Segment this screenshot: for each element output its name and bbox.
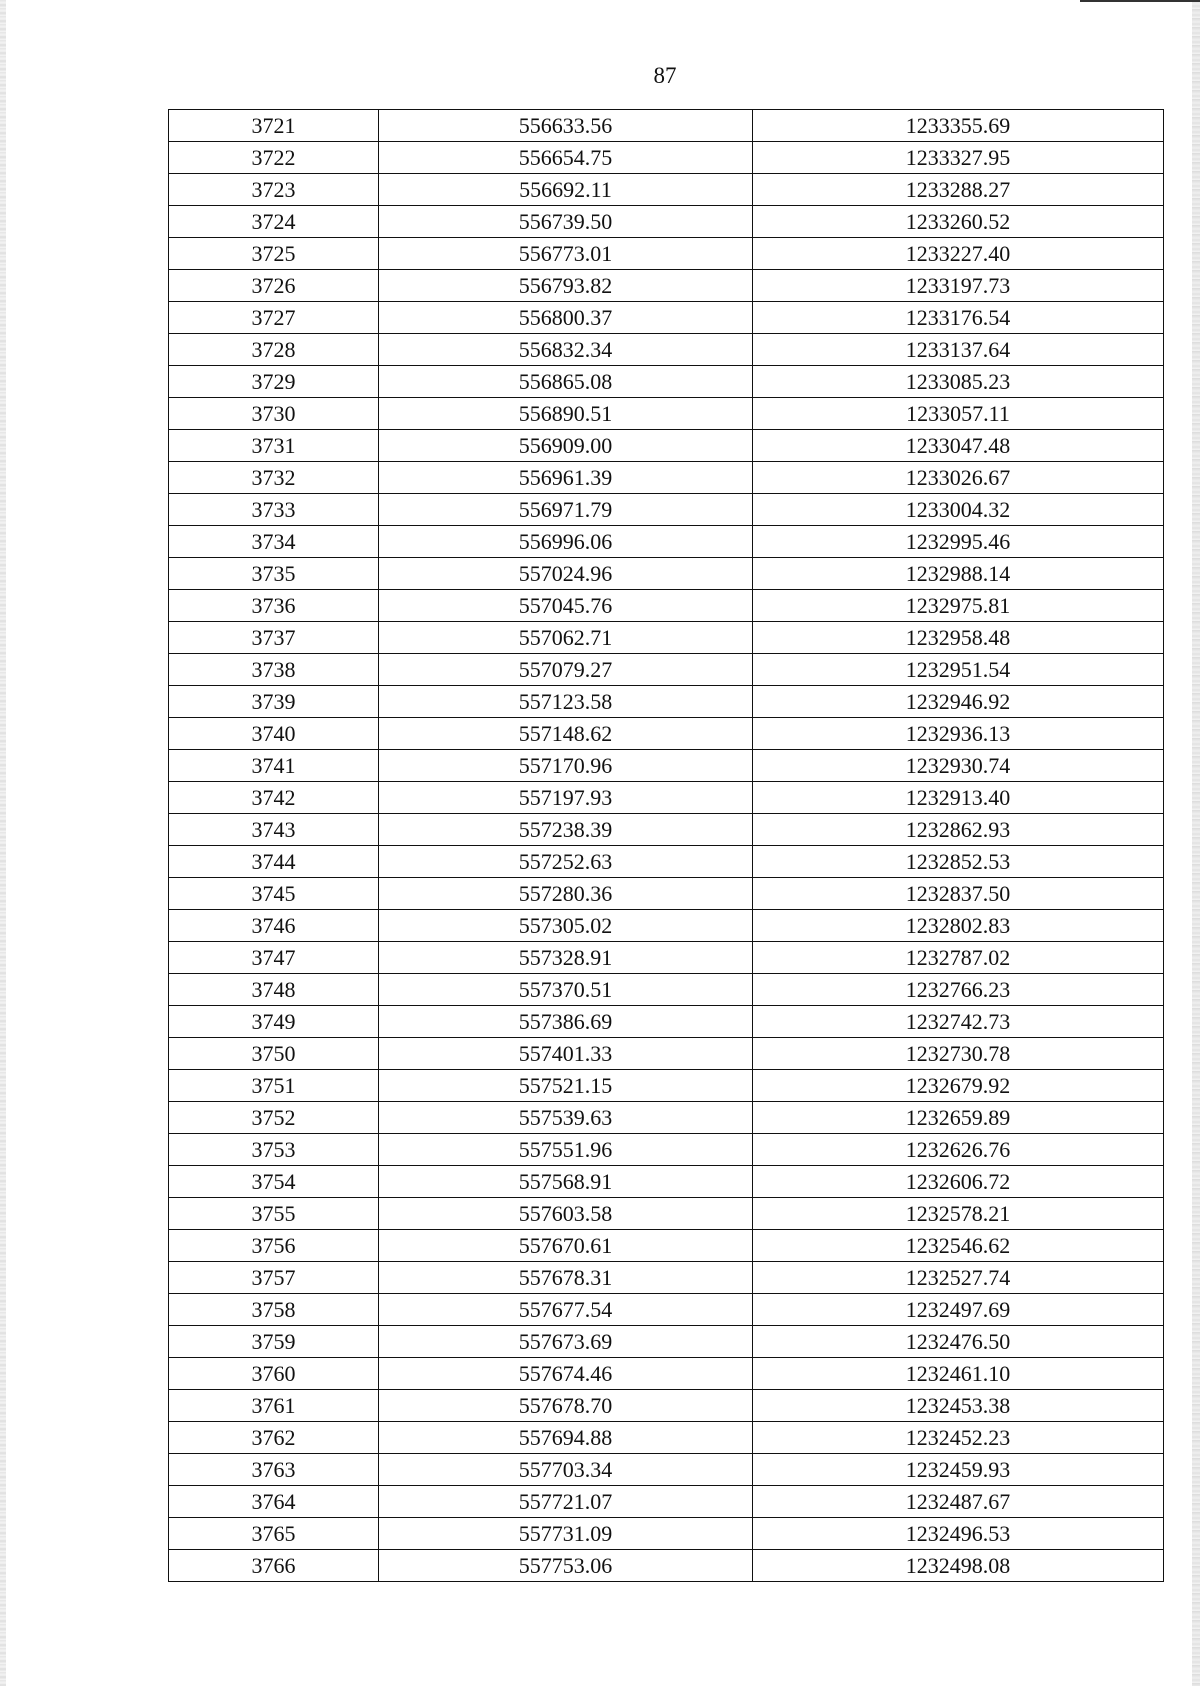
point-number-cell: 3747 <box>169 942 379 974</box>
point-number-cell: 3728 <box>169 334 379 366</box>
table-row <box>169 1038 1164 1070</box>
x-coordinate-cell: 557753.06 <box>379 1550 753 1582</box>
x-coordinate-cell: 556793.82 <box>379 270 753 302</box>
table-row <box>169 1262 1164 1294</box>
y-coordinate-cell: 1233288.27 <box>753 174 1164 206</box>
table-row <box>169 782 1164 814</box>
x-coordinate-cell: 556654.75 <box>379 142 753 174</box>
table-row <box>169 686 1164 718</box>
x-coordinate-cell: 557401.33 <box>379 1038 753 1070</box>
y-coordinate-cell: 1233004.32 <box>753 494 1164 526</box>
y-coordinate-cell: 1233260.52 <box>753 206 1164 238</box>
point-number-cell: 3746 <box>169 910 379 942</box>
table-row <box>169 814 1164 846</box>
y-coordinate-cell: 1233137.64 <box>753 334 1164 366</box>
table-row <box>169 1006 1164 1038</box>
point-number-cell: 3751 <box>169 1070 379 1102</box>
point-number-cell: 3730 <box>169 398 379 430</box>
point-number-cell: 3724 <box>169 206 379 238</box>
point-number-cell: 3723 <box>169 174 379 206</box>
point-number-cell: 3739 <box>169 686 379 718</box>
y-coordinate-cell: 1233085.23 <box>753 366 1164 398</box>
table-row <box>169 142 1164 174</box>
table-row <box>169 718 1164 750</box>
y-coordinate-cell: 1232951.54 <box>753 654 1164 686</box>
table-row <box>169 110 1164 142</box>
point-number-cell: 3757 <box>169 1262 379 1294</box>
x-coordinate-cell: 557721.07 <box>379 1486 753 1518</box>
table-row <box>169 942 1164 974</box>
x-coordinate-cell: 556961.39 <box>379 462 753 494</box>
point-number-cell: 3762 <box>169 1422 379 1454</box>
y-coordinate-cell: 1232497.69 <box>753 1294 1164 1326</box>
y-coordinate-cell: 1233327.95 <box>753 142 1164 174</box>
table-row <box>169 462 1164 494</box>
y-coordinate-cell: 1232453.38 <box>753 1390 1164 1422</box>
table-row <box>169 750 1164 782</box>
x-coordinate-cell: 557678.31 <box>379 1262 753 1294</box>
x-coordinate-cell: 557252.63 <box>379 846 753 878</box>
point-number-cell: 3754 <box>169 1166 379 1198</box>
x-coordinate-cell: 557305.02 <box>379 910 753 942</box>
y-coordinate-cell: 1232995.46 <box>753 526 1164 558</box>
x-coordinate-cell: 556971.79 <box>379 494 753 526</box>
x-coordinate-cell: 556773.01 <box>379 238 753 270</box>
y-coordinate-cell: 1232852.53 <box>753 846 1164 878</box>
y-coordinate-cell: 1232679.92 <box>753 1070 1164 1102</box>
table-row <box>169 398 1164 430</box>
y-coordinate-cell: 1232946.92 <box>753 686 1164 718</box>
y-coordinate-cell: 1232936.13 <box>753 718 1164 750</box>
x-coordinate-cell: 557551.96 <box>379 1134 753 1166</box>
table-row <box>169 430 1164 462</box>
table-row <box>169 1294 1164 1326</box>
y-coordinate-cell: 1232498.08 <box>753 1550 1164 1582</box>
point-number-cell: 3765 <box>169 1518 379 1550</box>
x-coordinate-cell: 557280.36 <box>379 878 753 910</box>
table-row <box>169 910 1164 942</box>
table-row <box>169 846 1164 878</box>
y-coordinate-cell: 1232452.23 <box>753 1422 1164 1454</box>
y-coordinate-cell: 1232487.67 <box>753 1486 1164 1518</box>
y-coordinate-cell: 1233057.11 <box>753 398 1164 430</box>
x-coordinate-cell: 557062.71 <box>379 622 753 654</box>
scan-edge-right <box>1192 0 1200 1686</box>
y-coordinate-cell: 1232837.50 <box>753 878 1164 910</box>
point-number-cell: 3756 <box>169 1230 379 1262</box>
table-row <box>169 526 1164 558</box>
point-number-cell: 3737 <box>169 622 379 654</box>
y-coordinate-cell: 1232461.10 <box>753 1358 1164 1390</box>
page-number: 87 <box>653 63 677 88</box>
x-coordinate-cell: 557539.63 <box>379 1102 753 1134</box>
point-number-cell: 3755 <box>169 1198 379 1230</box>
x-coordinate-cell: 557079.27 <box>379 654 753 686</box>
x-coordinate-cell: 557370.51 <box>379 974 753 1006</box>
x-coordinate-cell: 557694.88 <box>379 1422 753 1454</box>
y-coordinate-cell: 1232578.21 <box>753 1198 1164 1230</box>
coordinate-table-body <box>169 110 1164 1582</box>
x-coordinate-cell: 556800.37 <box>379 302 753 334</box>
x-coordinate-cell: 557386.69 <box>379 1006 753 1038</box>
table-row <box>169 1070 1164 1102</box>
x-coordinate-cell: 556890.51 <box>379 398 753 430</box>
point-number-cell: 3752 <box>169 1102 379 1134</box>
y-coordinate-cell: 1232459.93 <box>753 1454 1164 1486</box>
x-coordinate-cell: 557674.46 <box>379 1358 753 1390</box>
y-coordinate-cell: 1232802.83 <box>753 910 1164 942</box>
table-row <box>169 1550 1164 1582</box>
coordinate-table <box>168 109 1164 1582</box>
y-coordinate-cell: 1232975.81 <box>753 590 1164 622</box>
y-coordinate-cell: 1233227.40 <box>753 238 1164 270</box>
y-coordinate-cell: 1233355.69 <box>753 110 1164 142</box>
y-coordinate-cell: 1232988.14 <box>753 558 1164 590</box>
y-coordinate-cell: 1232546.62 <box>753 1230 1164 1262</box>
scan-edge-left <box>0 0 6 1686</box>
point-number-cell: 3764 <box>169 1486 379 1518</box>
point-number-cell: 3753 <box>169 1134 379 1166</box>
x-coordinate-cell: 556996.06 <box>379 526 753 558</box>
y-coordinate-cell: 1232730.78 <box>753 1038 1164 1070</box>
table-row <box>169 206 1164 238</box>
x-coordinate-cell: 557568.91 <box>379 1166 753 1198</box>
point-number-cell: 3763 <box>169 1454 379 1486</box>
point-number-cell: 3745 <box>169 878 379 910</box>
x-coordinate-cell: 557328.91 <box>379 942 753 974</box>
table-row <box>169 1390 1164 1422</box>
y-coordinate-cell: 1233176.54 <box>753 302 1164 334</box>
y-coordinate-cell: 1232476.50 <box>753 1326 1164 1358</box>
y-coordinate-cell: 1232913.40 <box>753 782 1164 814</box>
table-row <box>169 1422 1164 1454</box>
x-coordinate-cell: 557148.62 <box>379 718 753 750</box>
point-number-cell: 3740 <box>169 718 379 750</box>
x-coordinate-cell: 557521.15 <box>379 1070 753 1102</box>
table-row <box>169 1102 1164 1134</box>
x-coordinate-cell: 557238.39 <box>379 814 753 846</box>
table-row <box>169 174 1164 206</box>
y-coordinate-cell: 1232930.74 <box>753 750 1164 782</box>
table-row <box>169 1326 1164 1358</box>
x-coordinate-cell: 556865.08 <box>379 366 753 398</box>
point-number-cell: 3742 <box>169 782 379 814</box>
scan-top-line <box>1080 0 1200 2</box>
table-row <box>169 558 1164 590</box>
table-row <box>169 494 1164 526</box>
table-row <box>169 334 1164 366</box>
table-row <box>169 1198 1164 1230</box>
y-coordinate-cell: 1232862.93 <box>753 814 1164 846</box>
x-coordinate-cell: 557197.93 <box>379 782 753 814</box>
table-row <box>169 302 1164 334</box>
table-row <box>169 1134 1164 1166</box>
point-number-cell: 3741 <box>169 750 379 782</box>
x-coordinate-cell: 556739.50 <box>379 206 753 238</box>
x-coordinate-cell: 556832.34 <box>379 334 753 366</box>
table-row <box>169 1230 1164 1262</box>
point-number-cell: 3738 <box>169 654 379 686</box>
x-coordinate-cell: 557673.69 <box>379 1326 753 1358</box>
point-number-cell: 3748 <box>169 974 379 1006</box>
x-coordinate-cell: 557024.96 <box>379 558 753 590</box>
table-row <box>169 238 1164 270</box>
point-number-cell: 3722 <box>169 142 379 174</box>
point-number-cell: 3731 <box>169 430 379 462</box>
point-number-cell: 3744 <box>169 846 379 878</box>
x-coordinate-cell: 556633.56 <box>379 110 753 142</box>
y-coordinate-cell: 1233026.67 <box>753 462 1164 494</box>
point-number-cell: 3734 <box>169 526 379 558</box>
table-row <box>169 590 1164 622</box>
x-coordinate-cell: 557731.09 <box>379 1518 753 1550</box>
x-coordinate-cell: 556909.00 <box>379 430 753 462</box>
point-number-cell: 3766 <box>169 1550 379 1582</box>
y-coordinate-cell: 1232527.74 <box>753 1262 1164 1294</box>
y-coordinate-cell: 1232787.02 <box>753 942 1164 974</box>
y-coordinate-cell: 1233047.48 <box>753 430 1164 462</box>
y-coordinate-cell: 1232742.73 <box>753 1006 1164 1038</box>
x-coordinate-cell: 557045.76 <box>379 590 753 622</box>
x-coordinate-cell: 556692.11 <box>379 174 753 206</box>
table-row <box>169 1518 1164 1550</box>
table-row <box>169 366 1164 398</box>
point-number-cell: 3721 <box>169 110 379 142</box>
y-coordinate-cell: 1233197.73 <box>753 270 1164 302</box>
point-number-cell: 3761 <box>169 1390 379 1422</box>
point-number-cell: 3726 <box>169 270 379 302</box>
x-coordinate-cell: 557677.54 <box>379 1294 753 1326</box>
table-row <box>169 654 1164 686</box>
y-coordinate-cell: 1232626.76 <box>753 1134 1164 1166</box>
x-coordinate-cell: 557123.58 <box>379 686 753 718</box>
table-row <box>169 1358 1164 1390</box>
table-row <box>169 974 1164 1006</box>
point-number-cell: 3743 <box>169 814 379 846</box>
x-coordinate-cell: 557170.96 <box>379 750 753 782</box>
y-coordinate-cell: 1232606.72 <box>753 1166 1164 1198</box>
point-number-cell: 3759 <box>169 1326 379 1358</box>
point-number-cell: 3729 <box>169 366 379 398</box>
point-number-cell: 3732 <box>169 462 379 494</box>
y-coordinate-cell: 1232496.53 <box>753 1518 1164 1550</box>
point-number-cell: 3749 <box>169 1006 379 1038</box>
table-row <box>169 622 1164 654</box>
point-number-cell: 3760 <box>169 1358 379 1390</box>
x-coordinate-cell: 557678.70 <box>379 1390 753 1422</box>
point-number-cell: 3758 <box>169 1294 379 1326</box>
table-row <box>169 1454 1164 1486</box>
y-coordinate-cell: 1232958.48 <box>753 622 1164 654</box>
table-row <box>169 878 1164 910</box>
point-number-cell: 3727 <box>169 302 379 334</box>
point-number-cell: 3725 <box>169 238 379 270</box>
point-number-cell: 3736 <box>169 590 379 622</box>
table-row <box>169 270 1164 302</box>
point-number-cell: 3733 <box>169 494 379 526</box>
table-row <box>169 1486 1164 1518</box>
x-coordinate-cell: 557603.58 <box>379 1198 753 1230</box>
point-number-cell: 3735 <box>169 558 379 590</box>
x-coordinate-cell: 557670.61 <box>379 1230 753 1262</box>
y-coordinate-cell: 1232659.89 <box>753 1102 1164 1134</box>
point-number-cell: 3750 <box>169 1038 379 1070</box>
table-row <box>169 1166 1164 1198</box>
x-coordinate-cell: 557703.34 <box>379 1454 753 1486</box>
y-coordinate-cell: 1232766.23 <box>753 974 1164 1006</box>
